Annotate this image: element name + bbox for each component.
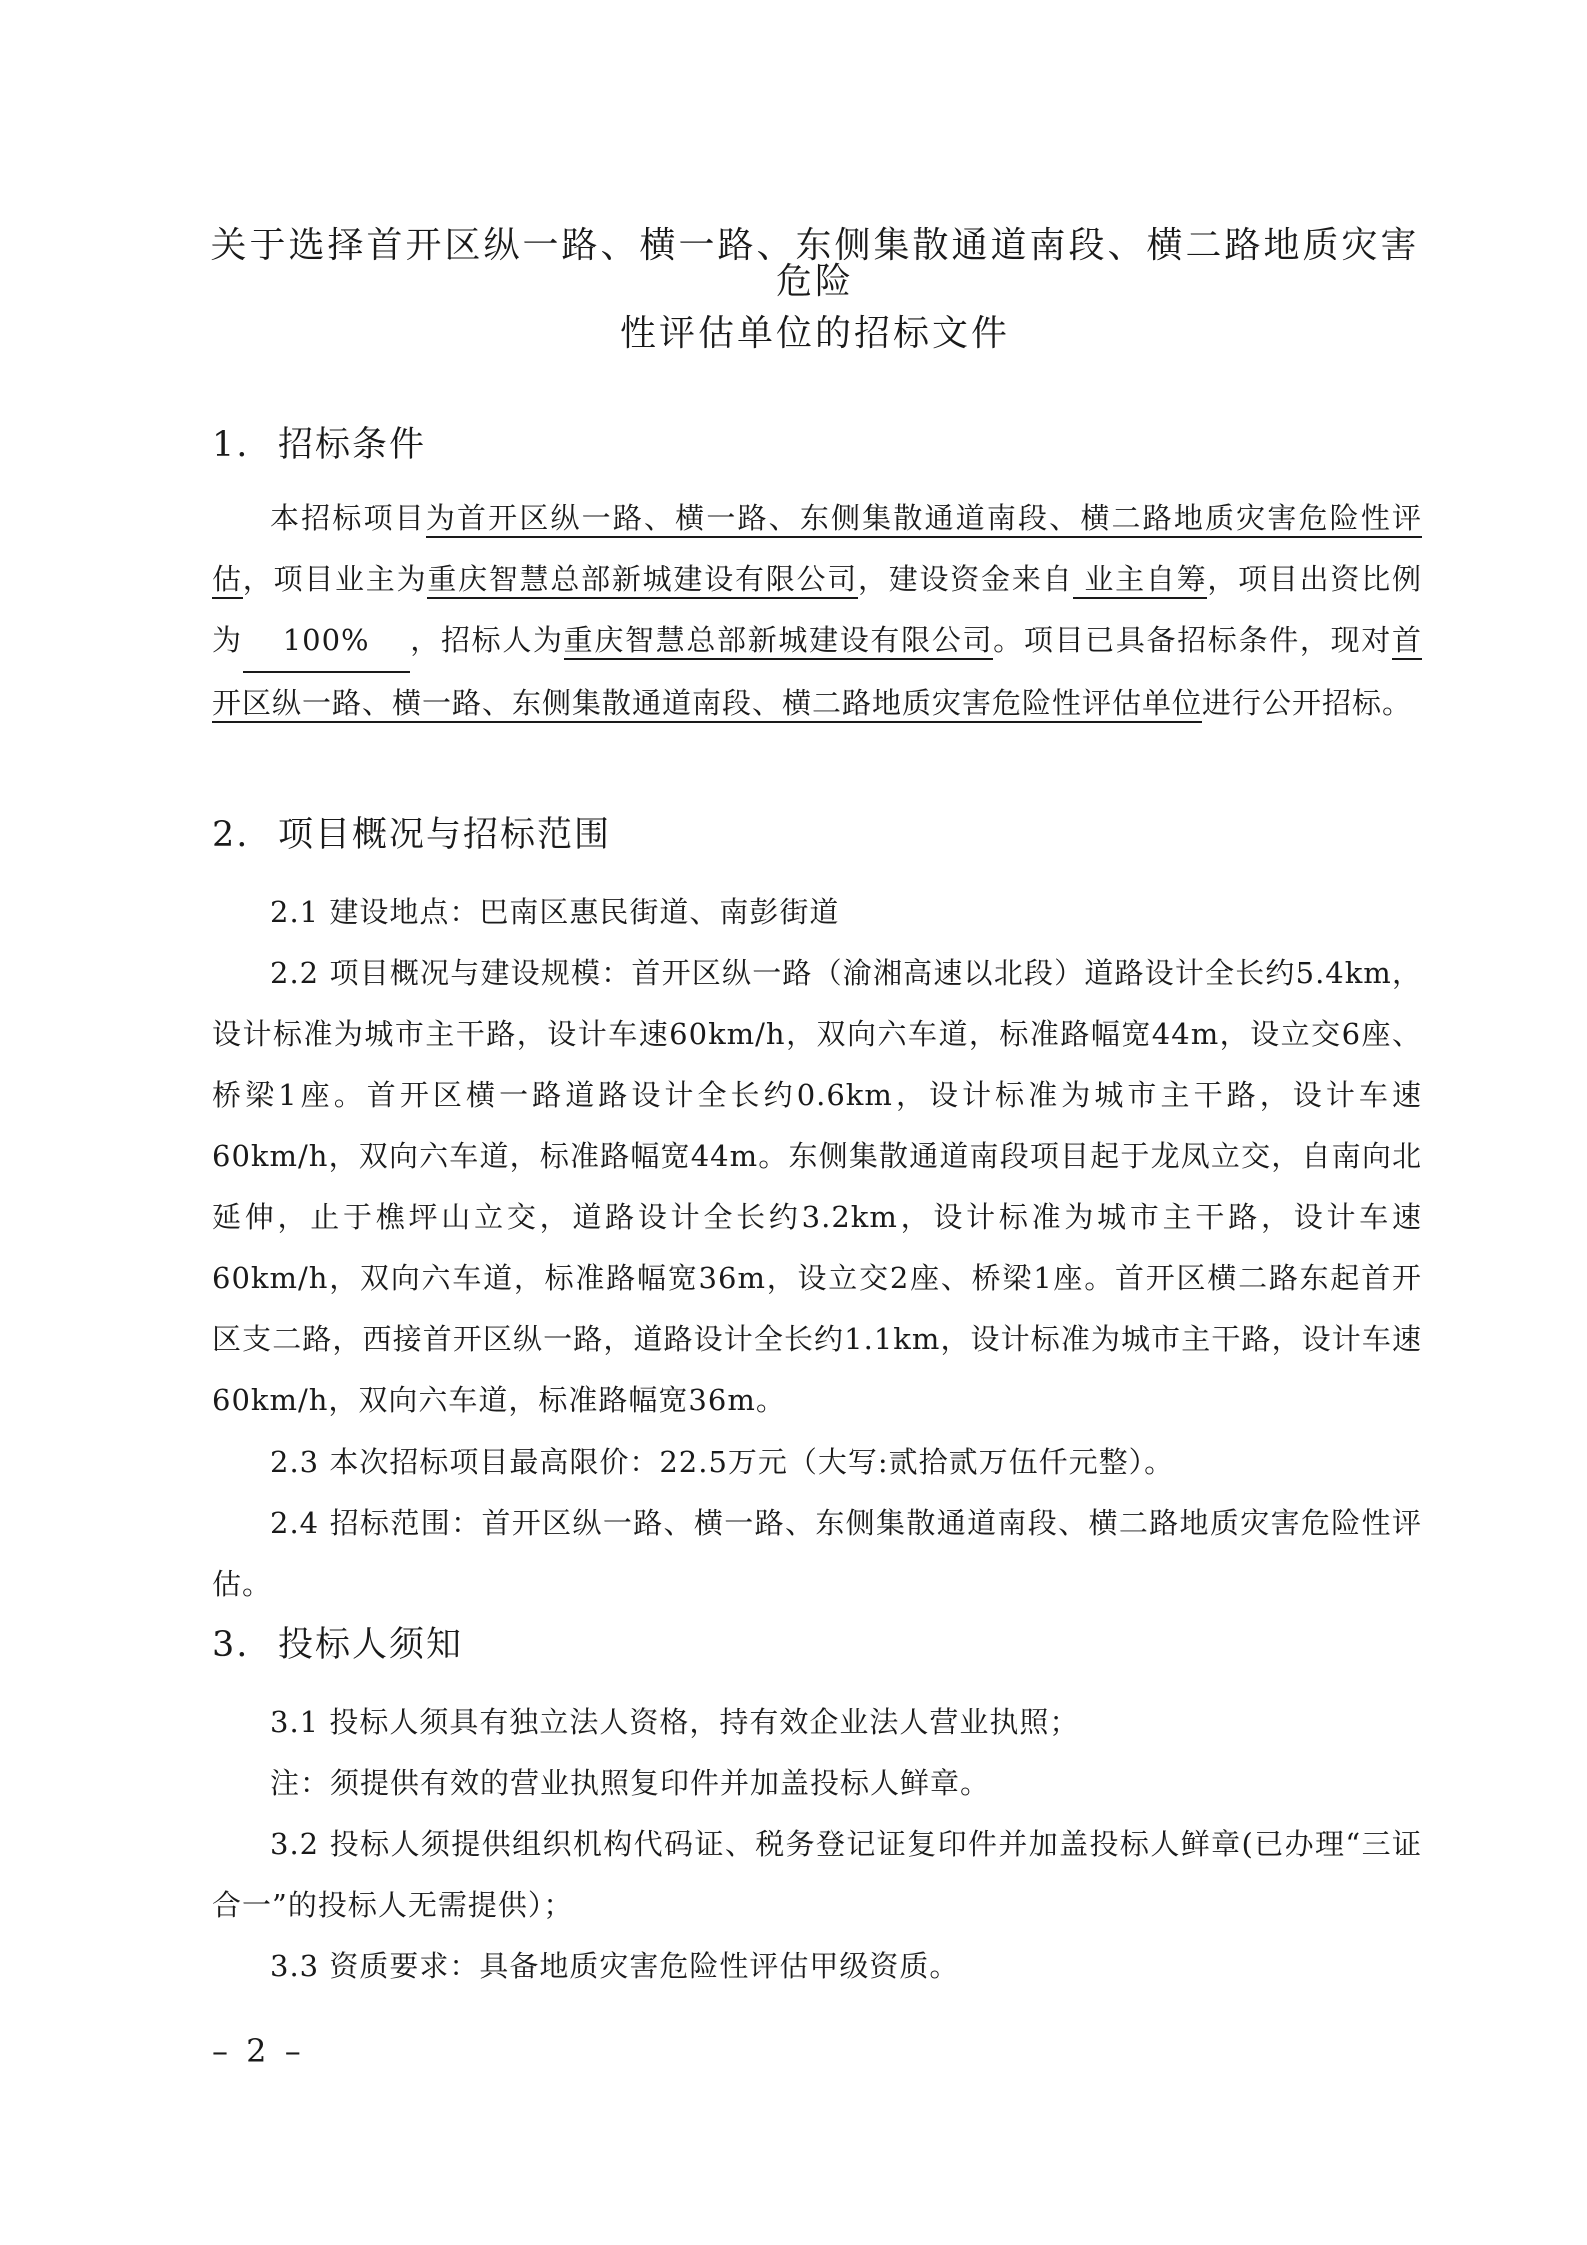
section-1-title: 招标条件 [278, 425, 427, 465]
text-run: 进行公开招标。 [1202, 686, 1413, 720]
section-2-title: 项目概况与招标范围 [278, 815, 612, 855]
section-1-number: 1. [212, 425, 250, 465]
text-run: 本招标项目 [270, 501, 426, 535]
section-3-title: 投标人须知 [278, 1625, 464, 1665]
paragraph-note: 注：须提供有效的营业执照复印件并加盖投标人鲜章。 [270, 1766, 991, 1800]
paragraph-2-4: 2.4 招标范围：首开区纵一路、横一路、东侧集散通道南段、横二路地质灾害危险性评估。 [212, 1506, 1422, 1601]
section-1-heading [212, 425, 427, 465]
page-number: – 2 – [212, 2032, 305, 2070]
document-title-line1: 关于选择首开区纵一路、横一路、东侧集散通道南段、横二路地质灾害危险 [210, 225, 1420, 302]
section-2-number: 2. [212, 815, 250, 855]
section-3-number: 3. [212, 1625, 250, 1665]
fund-source-underlined: 业主自筹 [1073, 562, 1207, 599]
paragraph-2-3: 2.3 本次招标项目最高限价：22.5万元（大写:贰拾贰万伍仟元整）。 [270, 1445, 1175, 1479]
paragraph-3-1: 3.1 投标人须具有独立法人资格，持有效企业法人营业执照； [270, 1705, 1080, 1739]
project-owner-underlined: 重庆智慧总部新城建设有限公司 [427, 562, 858, 599]
tenderer-underlined: 重庆智慧总部新城建设有限公司 [564, 623, 993, 660]
text-run: 。项目已具备招标条件，现对 [993, 623, 1392, 657]
project-name-underlined: 为首开区纵一路、横一路、东侧集散通道南段、横二路地质灾害危险性评估 [212, 501, 1422, 599]
tender-target-underlined: 首开区纵一路、横一路、东侧集散通道南段、横二路地质灾害危险性评估单位 [212, 623, 1422, 723]
text-run: ，建设资金来自 [858, 562, 1074, 596]
text-run: ，项目业主为 [242, 562, 428, 596]
section-1-paragraph [212, 488, 1422, 734]
text-run: ，招标人为 [409, 623, 564, 657]
section-2-heading [212, 815, 612, 855]
paragraph-2-2: 2.2 项目概况与建设规模：首开区纵一路（渝湘高速以北段）道路设计全长约5.4km，设计标准为城市主干路，设计车速60km/h，双向六车道，标准路幅宽44m，设立交6座、桥梁1座。首开区横一路道路设计全长约0.6km，设计标准为城市主干路，设计车速60km/h，双向六车道，标准路幅宽44m。东侧集散通道南段项目起于龙凤立交，自南向北延伸，止于樵坪山立交，道路设计全长约3.2km，设计标准为城市主干路，设计车速60km/h，双向六车道，标准路幅宽36m，设立交2座、桥梁1座。首开区横二路东起首开区支二路，西接首开区纵一路，道路设计全长约1.1km，设计标准为城市主干路，设计车速60km/h，双向六车道，标准路幅宽36m。 [212, 956, 1422, 1417]
paragraph-3-3: 3.3 资质要求：具备地质灾害危险性评估甲级资质。 [270, 1949, 960, 1983]
paragraph-2-1: 2.1 建设地点：巴南区惠民街道、南彭街道 [270, 895, 840, 929]
document-title-line2: 性评估单位的招标文件 [619, 313, 1010, 354]
section-3-heading [212, 1625, 464, 1665]
paragraph-3-2: 3.2 投标人须提供组织机构代码证、税务登记证复印件并加盖投标人鲜章(已办理“三证合一”的投标人无需提供）； [212, 1827, 1422, 1922]
text-run: ，项目出资比例为 [212, 562, 1422, 657]
funding-ratio-underlined: 100% [243, 610, 410, 673]
